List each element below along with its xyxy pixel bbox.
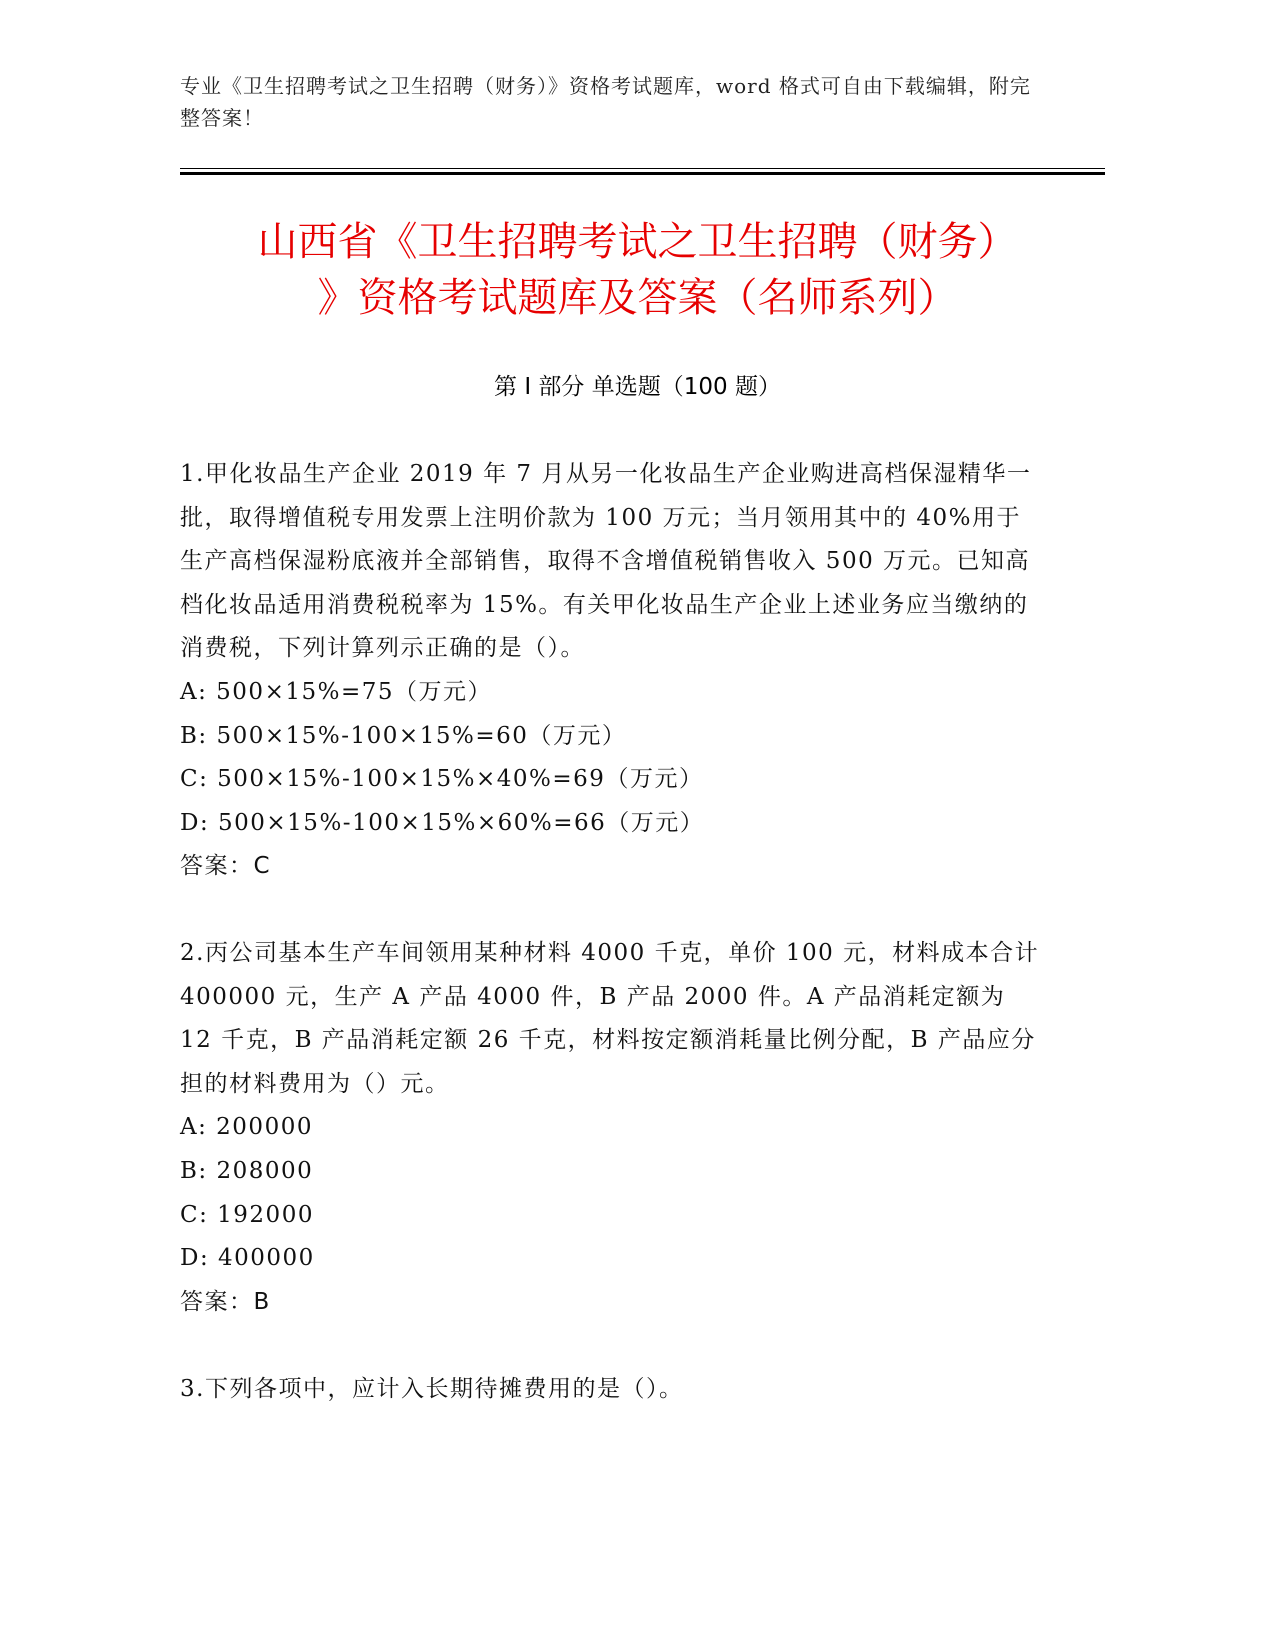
- question-2-option-c: C: 192000: [180, 1201, 314, 1228]
- document-title-line-2: 》资格考试题库及答案（名师系列）: [317, 275, 958, 321]
- header-rule-thin: [180, 168, 1105, 169]
- question-1-option-a: A: 500×15%=75（万元）: [180, 678, 493, 705]
- question-3-text: 3.下列各项中，应计入长期待摊费用的是（）。: [180, 1376, 684, 1402]
- section-title: 第 I 部分 单选题（100 题）: [494, 374, 781, 400]
- header-note: 专业《卫生招聘考试之卫生招聘（财务）》资格考试题库，word 格式可自由下载编辑，附完整答案！: [180, 74, 1031, 130]
- question-2-answer: 答案：B: [180, 1288, 271, 1315]
- question-2-text: 2.丙公司基本生产车间领用某种材料 4000 千克，单价 100 元，材料成本合计 400000 元，生产 A 产品 4000 件，B 产品 2000 件。A 产品消耗定额为 12 千克，B 产品消耗定额 26 千克，材料按定额消耗量比例分配，B 产品应分担的材料费用为（）元。: [180, 940, 1040, 1097]
- question-1-text: 1.甲化妆品生产企业 2019 年 7 月从另一化妆品生产企业购进高档保湿精华一批，取得增值税专用发票上注明价款为 100 万元；当月领用其中的 40%用于生产高档保湿粉底液并全部销售，取得不含增值税销售收入 500 万元。已知高档化妆品适用消费税税率为 15%。有关甲化妆品生产企业上述业务应当缴纳的消费税，下列计算列示正确的是（）。: [180, 461, 1032, 662]
- question-1-option-c: C: 500×15%-100×15%×40%=69（万元）: [180, 766, 704, 793]
- question-1-option-b: B: 500×15%-100×15%=60（万元）: [180, 722, 627, 749]
- document-title-line-1: 山西省《卫生招聘考试之卫生招聘（财务）: [257, 219, 1018, 265]
- question-3: [180, 1368, 1040, 1412]
- question-2: [180, 932, 1040, 1324]
- question-2-option-d: D: 400000: [180, 1245, 315, 1272]
- question-2-option-b: B: 208000: [180, 1157, 314, 1184]
- header-rule-thick: [180, 172, 1105, 175]
- question-2-option-a: A: 200000: [180, 1114, 313, 1141]
- question-1-option-d: D: 500×15%-100×15%×60%=66（万元）: [180, 809, 705, 836]
- question-1: [180, 453, 1040, 889]
- document-title: [150, 214, 1125, 326]
- question-1-answer: 答案：C: [180, 853, 272, 880]
